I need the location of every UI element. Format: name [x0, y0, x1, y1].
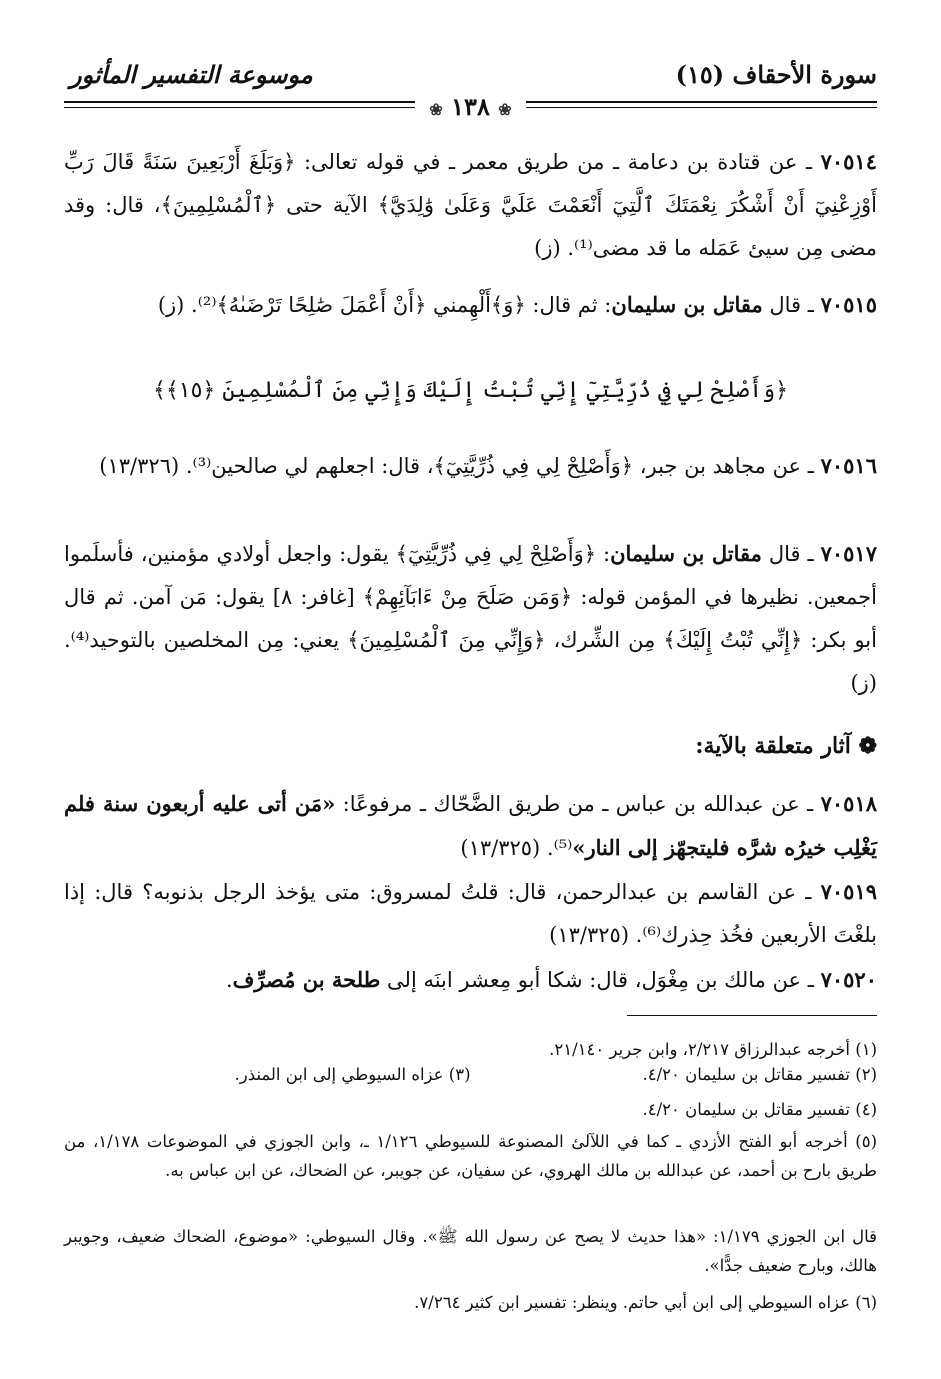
- narration-number: ٧٠٥١٨: [820, 791, 878, 816]
- narration-70520: [64, 958, 877, 1002]
- footnote-1: (١) أخرجه عبدالرزاق ٢/٢١٧، وابن جرير ٢١/١٤٠.: [549, 1040, 877, 1059]
- narration-number: ٧٠٥١٦: [820, 453, 877, 478]
- narrator-name: مقاتل بن سليمان: [610, 541, 762, 566]
- narration-70515: [64, 283, 877, 327]
- footnote-5: (٥) أخرجه أبو الفتح الأزدي ـ كما في اللآلئ المصنوعة للسيوطي ١/١٢٦ ـ، وابن الجوزي في الموضوعات ١/١٧٨، من طريق بارح بن أحمد، عن عبدالله بن مالك الهروي، عن سفيان، عن جويبر، عن الضحاك، عن ابن عباس به.: [64, 1132, 877, 1180]
- narration-70519: [64, 870, 877, 957]
- page-number-wrap: [0, 92, 941, 121]
- narration-70517: [64, 532, 877, 705]
- narration-number: ٧٠٥١٥: [820, 292, 877, 317]
- footnote-separator: [627, 1015, 877, 1016]
- book-title: موسوعة التفسير المأثور: [70, 60, 313, 89]
- footnote-row-2-3: [64, 1065, 877, 1084]
- narration-number: ٧٠٥١٩: [820, 879, 878, 904]
- page-number: ١٣٨: [451, 92, 490, 121]
- narration-70516: [64, 444, 877, 488]
- narration-number: ٧٠٥١٤: [820, 149, 877, 174]
- narration-70514: [64, 140, 877, 270]
- footnote-5-commentary: قال ابن الجوزي ١/١٧٩: «هذا حديث لا يصح عن رسول الله ﷺ». وقال السيوطي: «موضوع، الضحاك ضعيف، وجويبر هالك، وبارح ضعيف جدًّا».: [64, 1227, 878, 1275]
- narration-suffix: ⁽⁵⁾. (١٣/٣٢٥): [460, 836, 573, 860]
- narration-70518: [64, 782, 877, 870]
- narration-prefix: ـ قال: [761, 542, 821, 566]
- section-heading: [64, 733, 877, 759]
- footnote-6: (٦) عزاه السيوطي إلى ابن أبي حاتم. وينظر: تفسير ابن كثير ٧/٢٦٤.: [414, 1293, 877, 1312]
- narration-text: : ﴿وَأَصْلِحْ لِي فِي ذُرِّيَّتِيٓ﴾ يقول: واجعل أولادي مؤمنين، فأسلَموا أجمعين. نظيرها في المؤمن قوله: ﴿وَمَن صَلَحَ مِنْ ءَابَآئِهِمْ﴾ [غافر: ٨] يقول: مَن آمن. ثم قال أبو بكر: ﴿إِنِّي تُبْتُ إِلَيْكَ﴾ مِن الشِّرك، ﴿وَإِنِّي مِنَ ٱلْمُسْلِمِينَ﴾ يعني: مِن المخلصين بالتوحيد⁽⁴⁾. (ز): [64, 542, 877, 695]
- footnote-2: (٢) تفسير مقاتل بن سليمان ٤/٢٠.: [642, 1065, 877, 1084]
- narration-text: ـ عن قتادة بن دعامة ـ من طريق معمر ـ في قوله تعالى: ﴿وَبَلَغَ أَرْبَعِينَ سَنَةً قَالَ رَبِّ أَوْزِعْنِيٓ أَنْ أَشْكُرَ نِعْمَتَكَ ٱلَّتِيٓ أَنْعَمْتَ عَلَيَّ وَعَلَىٰ وَٰلِدَيَّ﴾ الآية حتى ﴿ٱلْمُسْلِمِينَ﴾، قال: وقد مضى مِن سيئ عَمَله ما قد مضى⁽¹⁾. (ز): [64, 150, 877, 260]
- narration-suffix: .: [225, 968, 233, 992]
- ornament-icon: ❀: [429, 100, 443, 119]
- footnote-4: (٤) تفسير مقاتل بن سليمان ٤/٢٠.: [642, 1100, 877, 1119]
- narration-text: ـ عن القاسم بن عبدالرحمن، قال: قلتُ لمسروق: متى يؤخذ الرجل بذنوبه؟ قال: إذا بلغْتَ الأربعين فخُذ حِذرك⁽⁶⁾. (١٣/٣٢٥): [64, 880, 877, 947]
- narrator-name: طلحة بن مُصرِّف: [232, 967, 381, 992]
- ornament-icon: ❀: [498, 100, 512, 119]
- narration-number: ٧٠٥١٧: [820, 541, 877, 566]
- narration-number: ٧٠٥٢٠: [820, 967, 877, 992]
- footnote-3: (٣) عزاه السيوطي إلى ابن المنذر.: [234, 1065, 471, 1084]
- section-heading-text: آثار متعلقة بالآية:: [695, 733, 851, 759]
- narrator-name: مقاتل بن سليمان: [611, 292, 763, 317]
- flower-icon: ❁: [858, 733, 877, 759]
- narration-text: ـ عن مالك بن مِغْوَل، قال: شكا أبو مِعشر ابنَه إلى: [380, 968, 821, 992]
- surah-title: سورة الأحقاف (١٥): [675, 60, 877, 89]
- narration-prefix: ـ قال: [762, 293, 821, 317]
- quran-verse: ﴿وَأَصْلِحْ لِي فِي ذُرِّيَّتِيٓ إِنِّي تُبْتُ إِلَيْكَ وَإِنِّي مِنَ ٱلْمُسْلِمِينَ ﴿١٥﴾﴾: [153, 378, 788, 403]
- narration-text: : ثم قال: ﴿وَ﴾أَلْهِمني ﴿أَنْ أَعْمَلَ صَٰلِحًا تَرْضَىٰهُ﴾⁽²⁾. (ز): [157, 293, 612, 317]
- narration-text: ـ عن عبدالله بن عباس ـ من طريق الضَّحّاك ـ مرفوعًا:: [335, 792, 821, 816]
- narration-text: ـ عن مجاهد بن جبر، ﴿وَأَصْلِحْ لِي فِي ذُرِّيَّتِيٓ﴾، قال: اجعلهم لي صالحين⁽³⁾. (١٣/٣٢٦): [99, 454, 821, 478]
- hadith-text: «مَن أتى عليه أربعون سنة فلم يَغْلِب خيرُه شرَّه فليتجهّز إلى النار»: [64, 791, 877, 860]
